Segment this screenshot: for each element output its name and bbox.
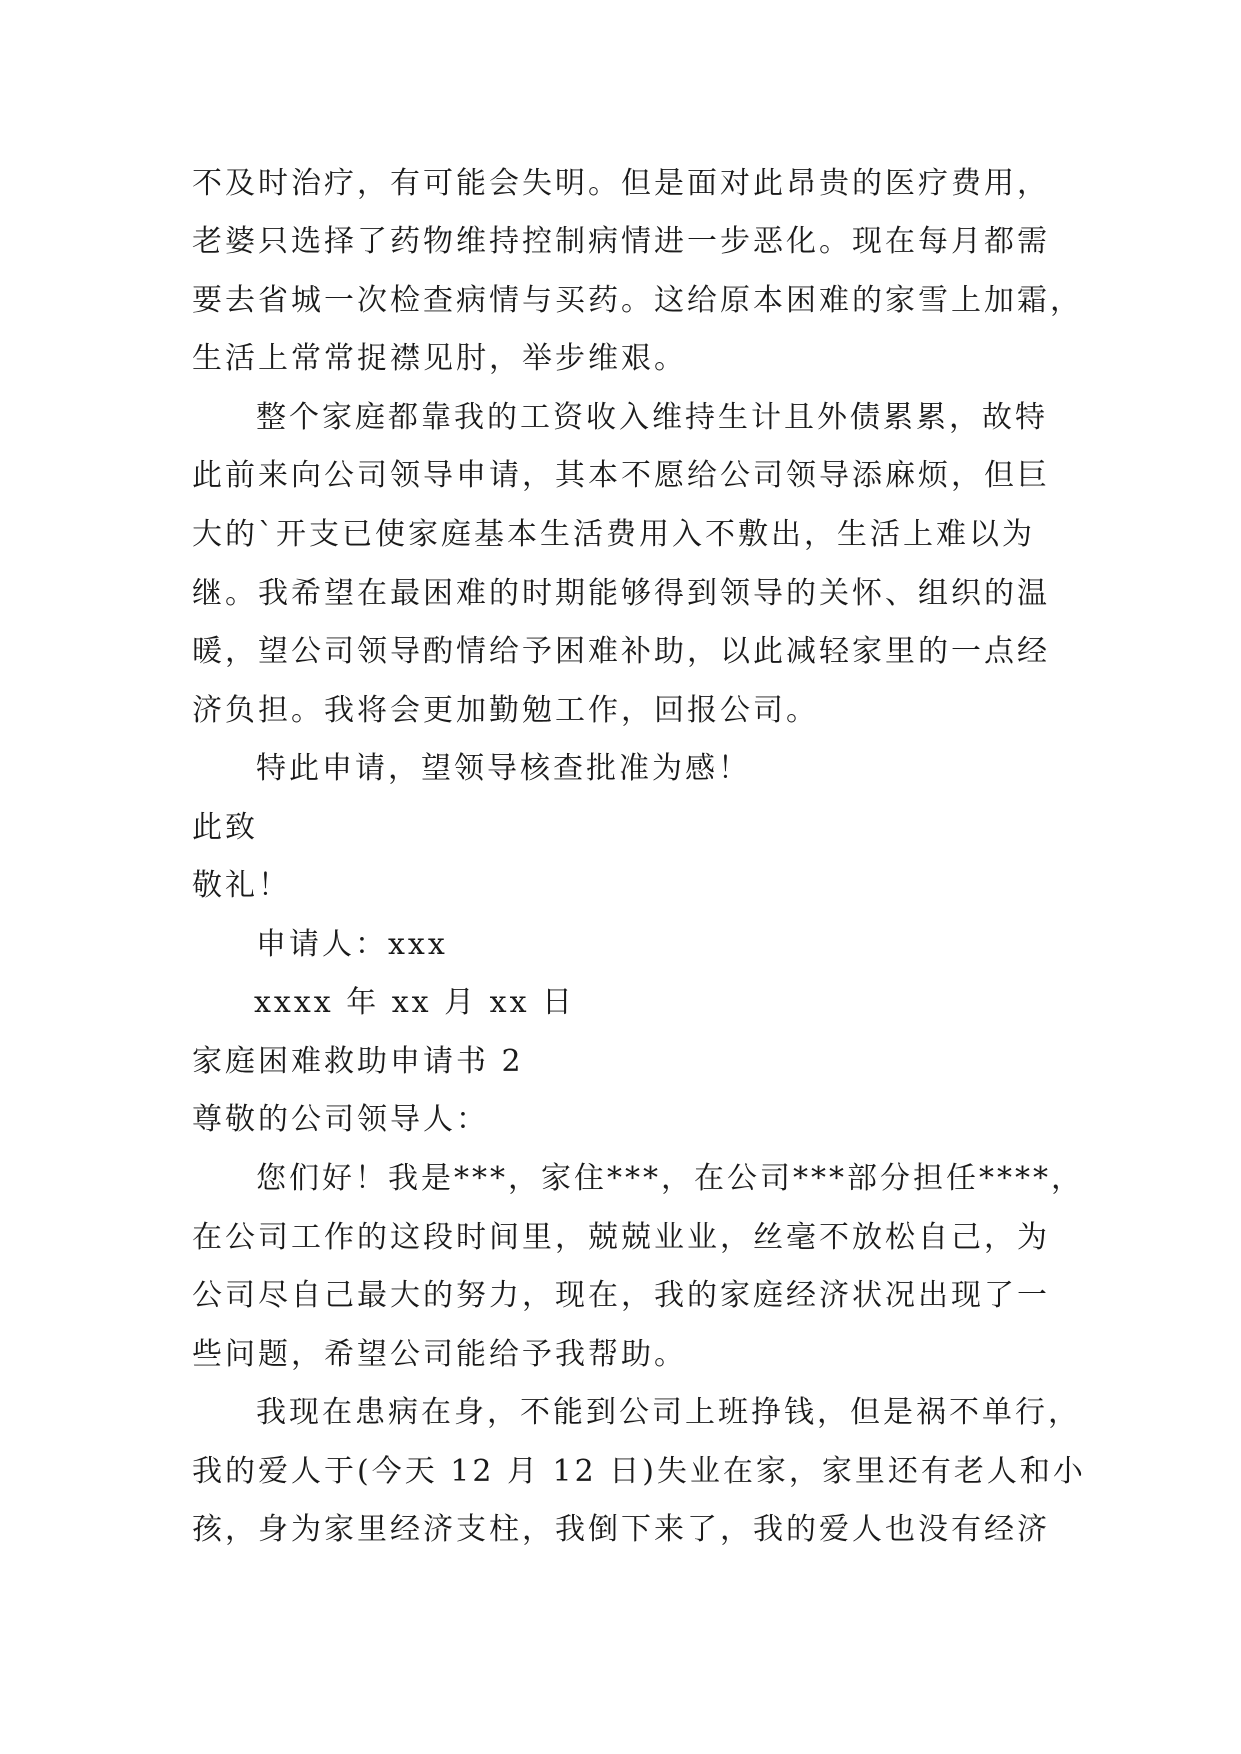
text-line: 公司尽自己最大的努力，现在，我的家庭经济状况出现了一: [192, 1278, 1050, 1313]
text-line: 继。我希望在最困难的时期能够得到领导的关怀、组织的温: [192, 576, 1050, 611]
text-line: 大的`开支已使家庭基本生活费用入不敷出，生活上难以为: [192, 517, 1035, 552]
paragraph-start: 特此申请，望领导核查批准为感！: [256, 751, 751, 786]
text-line: 老婆只选择了药物维持控制病情进一步恶化。现在每月都需: [192, 224, 1050, 259]
text-line: 孩，身为家里经济支柱，我倒下来了，我的爱人也没有经济: [192, 1512, 1050, 1547]
text-line: 要去省城一次检查病情与买药。这给原本困难的家雪上加霜，: [192, 283, 1083, 318]
text-line: 暖，望公司领导酌情给予困难补助，以此减轻家里的一点经: [192, 634, 1050, 669]
salutation-closing: 此致: [192, 810, 258, 845]
date-line: xxxx 年 xx 月 xx 日: [254, 985, 576, 1020]
text-line: 生活上常常捉襟见肘，举步维艰。: [192, 341, 687, 376]
paragraph-start: 整个家庭都靠我的工资收入维持生计且外债累累，故特: [256, 400, 1048, 435]
text-line: 我的爱人于(今天 12 月 12 日)失业在家，家里还有老人和小: [192, 1454, 1086, 1489]
text-line: 济负担。我将会更加勤勉工作，回报公司。: [192, 693, 819, 728]
salutation-regards: 敬礼！: [192, 868, 291, 903]
letter-greeting: 尊敬的公司领导人：: [192, 1102, 489, 1137]
paragraph-start: 您们好！我是***，家住***，在公司***部分担任****，: [256, 1161, 1084, 1196]
text-line: 些问题，希望公司能给予我帮助。: [192, 1337, 687, 1372]
text-line: 此前来向公司领导申请，其本不愿给公司领导添麻烦，但巨: [192, 458, 1050, 493]
paragraph-start: 我现在患病在身，不能到公司上班挣钱，但是祸不单行，: [256, 1395, 1081, 1430]
text-line: 在公司工作的这段时间里，兢兢业业，丝毫不放松自己，为: [192, 1220, 1050, 1255]
section-title: 家庭困难救助申请书 2: [192, 1044, 524, 1079]
applicant-signature: 申请人：xxx: [256, 927, 448, 962]
text-line: 不及时治疗，有可能会失明。但是面对此昂贵的医疗费用，: [192, 166, 1050, 201]
